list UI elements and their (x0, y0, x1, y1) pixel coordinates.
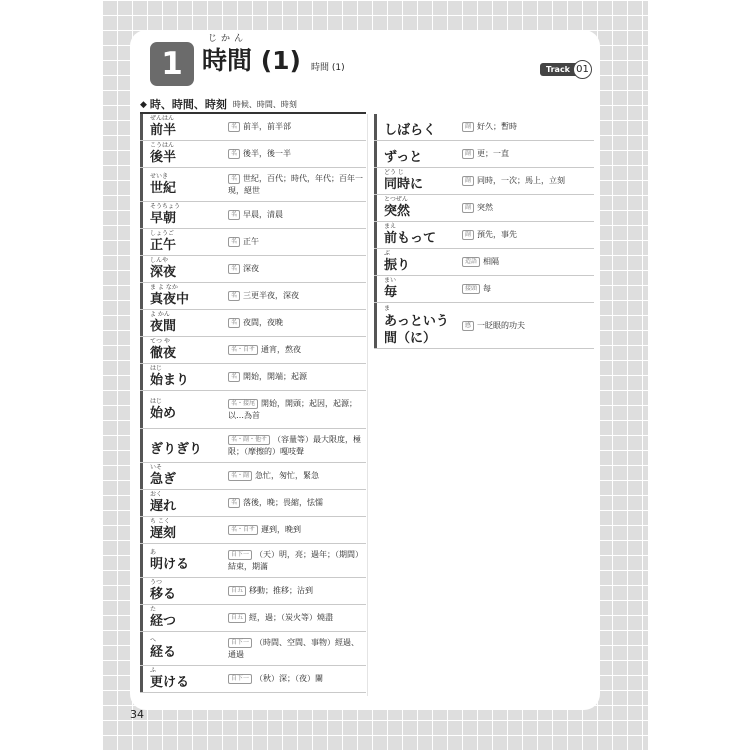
vocab-word: しばらく (384, 123, 437, 138)
part-of-speech-tag: 自五 (228, 613, 246, 623)
column-divider (367, 114, 368, 696)
part-of-speech-tag: 自下一 (228, 638, 252, 648)
right-vocabulary-column (374, 114, 594, 349)
word-reading: ぜんはん (150, 115, 175, 122)
vocab-definition: 開始，開端；起源 (243, 372, 308, 381)
word-reading: ふ (150, 667, 157, 674)
vocab-definition: 急忙，匆忙，緊急 (255, 471, 320, 480)
vocab-row (140, 391, 366, 429)
vocab-definition-cell (222, 283, 366, 309)
vocab-word: 前もって (384, 231, 437, 246)
word-reading: ま (384, 304, 391, 312)
vocab-row (140, 463, 366, 490)
vocab-word: 突然 (384, 204, 411, 219)
vocab-word-cell (140, 429, 222, 462)
word-reading: まえ (384, 223, 397, 230)
vocab-definition-cell (222, 202, 366, 228)
vocab-row (140, 632, 366, 666)
vocab-word-cell (140, 490, 222, 516)
vocab-definition: 每 (483, 284, 492, 293)
vocab-word-cell (140, 337, 222, 363)
vocab-definition-cell (222, 463, 366, 489)
vocab-definition: 遲到，晚到 (261, 525, 302, 534)
vocab-row (140, 490, 366, 517)
vocab-definition: 同時，一次；馬上，立刻 (477, 176, 566, 185)
word-reading: いそ (150, 464, 163, 471)
vocab-word: 世紀 (150, 180, 177, 196)
word-reading (384, 115, 456, 123)
section-header (140, 92, 366, 114)
vocab-word-cell (374, 249, 456, 275)
vocab-word: ずっと (384, 150, 423, 165)
part-of-speech-tag: 名・自サ (228, 525, 258, 535)
part-of-speech-tag: 副 (462, 203, 474, 213)
part-of-speech-tag: 副 (462, 149, 474, 159)
word-reading: た (150, 606, 157, 613)
word-reading: どう じ (384, 169, 404, 176)
vocab-word-cell (374, 114, 456, 140)
vocab-word-cell (140, 605, 222, 631)
vocab-definition: 突然 (477, 203, 494, 212)
vocab-definition-cell (222, 429, 366, 462)
vocab-row (140, 364, 366, 391)
word-reading: しょうご (150, 230, 175, 237)
word-reading: ぶ (384, 250, 391, 257)
vocab-word-cell (140, 229, 222, 255)
vocab-row (374, 195, 594, 222)
vocab-definition-cell (222, 490, 366, 516)
part-of-speech-tag: 名・自サ (228, 345, 258, 355)
vocab-definition-cell (222, 517, 366, 543)
vocab-definition-cell (222, 605, 366, 631)
vocab-row (140, 310, 366, 337)
word-reading: うつ (150, 579, 163, 586)
part-of-speech-tag: 自下一 (228, 550, 252, 560)
vocab-definition: 開始，開頭；起因，起源；以…為首 (228, 398, 358, 420)
vocab-definition: 後半，後一半 (243, 149, 292, 158)
audio-track-badge[interactable] (540, 60, 592, 78)
word-reading: こうはん (150, 142, 175, 149)
vocab-definition-cell (222, 364, 366, 390)
part-of-speech-tag: 自五 (228, 586, 246, 596)
word-reading: あ (150, 548, 157, 556)
vocab-word-cell (140, 544, 222, 577)
vocab-definition-cell (222, 578, 366, 604)
part-of-speech-tag: 副 (462, 230, 474, 240)
vocab-word-cell (374, 195, 456, 221)
vocab-word: ぎりぎり (150, 441, 203, 457)
vocab-word: 毎 (384, 285, 398, 300)
part-of-speech-tag: 副 (462, 122, 474, 132)
vocab-word: 始め (150, 405, 177, 421)
part-of-speech-tag: 名 (228, 237, 240, 247)
vocab-definition-cell (456, 276, 594, 302)
vocab-word-cell (140, 517, 222, 543)
vocab-word: 更ける (150, 675, 190, 690)
vocab-word-cell (140, 632, 222, 665)
vocab-row (140, 141, 366, 168)
vocab-definition-cell (222, 114, 366, 140)
section-title: 時、時間、時刻 (149, 98, 227, 111)
vocab-word-cell (374, 222, 456, 248)
vocab-row (374, 114, 594, 141)
part-of-speech-tag: 名・副・他サ (228, 435, 270, 445)
part-of-speech-tag: 名 (228, 318, 240, 328)
vocab-definition: 落後，晚；畏縮，怯懦 (243, 498, 324, 507)
vocab-definition: 世紀，百代；時代，年代；百年一現，絕世 (228, 173, 364, 195)
track-label: Track (540, 63, 578, 76)
vocab-row (140, 517, 366, 544)
vocab-definition: （天）明，亮；過年；（期間）結束，期滿 (228, 549, 364, 571)
vocab-row (140, 256, 366, 283)
part-of-speech-tag: 名 (228, 122, 240, 132)
vocab-definition-cell (222, 310, 366, 336)
vocab-definition: （秋）深；（夜）闌 (255, 674, 324, 683)
page-number: 34 (130, 708, 144, 721)
word-reading: おく (150, 491, 163, 498)
vocab-definition: 預先，事先 (477, 230, 518, 239)
vocab-word-cell (140, 463, 222, 489)
word-reading: よ かん (150, 311, 170, 318)
word-reading: そうちょう (150, 203, 181, 210)
vocab-word: 前半 (150, 123, 177, 138)
vocab-row (140, 666, 366, 693)
part-of-speech-tag: 造語 (462, 257, 480, 267)
word-reading: まい (384, 277, 397, 284)
part-of-speech-tag: 名 (228, 291, 240, 301)
vocab-definition-cell (222, 256, 366, 282)
vocab-word: 始まり (150, 373, 190, 388)
vocab-word: 経る (150, 644, 177, 660)
vocab-word: 明ける (150, 556, 190, 572)
vocab-word-cell (374, 276, 456, 302)
part-of-speech-tag: 名・副 (228, 471, 252, 481)
vocab-definition-cell (456, 114, 594, 140)
part-of-speech-tag: 感 (462, 321, 474, 331)
vocab-definition-cell (456, 222, 594, 248)
vocab-word: 遅れ (150, 499, 177, 514)
vocab-definition-cell (456, 168, 594, 194)
vocab-word: 振り (384, 258, 411, 273)
vocab-row (140, 202, 366, 229)
vocab-word-cell (140, 310, 222, 336)
page-subtitle: 時間 (1) (311, 63, 345, 73)
vocab-definition: 相隔 (483, 257, 500, 266)
vocab-row (140, 168, 366, 202)
word-reading: てつ や (150, 338, 170, 345)
vocab-word-cell (140, 114, 222, 140)
vocab-word-cell (374, 168, 456, 194)
vocab-row (374, 141, 594, 168)
vocab-definition-cell (222, 337, 366, 363)
vocab-word-cell (140, 578, 222, 604)
word-reading (384, 142, 456, 150)
vocab-definition: 三更半夜，深夜 (243, 291, 300, 300)
word-reading: はじ (150, 397, 163, 405)
part-of-speech-tag: 名 (228, 174, 240, 184)
vocab-definition: 通宵，熬夜 (261, 345, 302, 354)
word-reading: ち こく (150, 518, 170, 525)
section-subtitle: 時候、時間、時刻 (232, 100, 297, 109)
part-of-speech-tag: 名 (228, 210, 240, 220)
part-of-speech-tag: 名 (228, 498, 240, 508)
vocab-definition: 更；一直 (477, 149, 510, 158)
vocab-word: 深夜 (150, 265, 177, 280)
part-of-speech-tag: 名 (228, 372, 240, 382)
vocab-definition-cell (222, 391, 366, 428)
vocab-row (374, 276, 594, 303)
word-reading: しんや (150, 257, 169, 264)
vocab-definition: 好久；暫時 (477, 122, 518, 131)
vocab-word-cell (140, 391, 222, 428)
vocab-definition: （容量等）最大限度，極限；（摩擦的）嘎吱聲 (228, 434, 362, 456)
part-of-speech-tag: 名 (228, 264, 240, 274)
vocab-definition: （時間、空間、事物）經過、通過 (228, 637, 360, 659)
vocab-definition: 深夜 (243, 264, 260, 273)
vocab-definition: 移動；推移；沾到 (249, 586, 314, 595)
left-vocabulary-column (140, 114, 366, 693)
word-reading: へ (150, 636, 157, 644)
vocab-row (374, 303, 594, 349)
vocab-word-cell (374, 303, 456, 348)
vocab-word-cell (140, 202, 222, 228)
vocab-row (140, 114, 366, 141)
word-reading: ま よ なか (150, 284, 178, 291)
vocab-definition-cell (456, 195, 594, 221)
vocab-word-cell (140, 666, 222, 692)
vocab-definition-cell (222, 229, 366, 255)
vocab-word-cell (374, 141, 456, 167)
vocab-word: 真夜中 (150, 292, 190, 307)
track-number: 01 (573, 60, 592, 79)
vocab-row (140, 429, 366, 463)
vocab-word: 急ぎ (150, 472, 177, 487)
vocab-word-cell (140, 141, 222, 167)
part-of-speech-tag: 自下一 (228, 674, 252, 684)
word-reading: せいき (150, 172, 169, 180)
part-of-speech-tag: 名 (228, 149, 240, 159)
word-reading: とつぜん (384, 196, 408, 203)
vocab-definition-cell (222, 544, 366, 577)
vocab-word: 正午 (150, 238, 177, 253)
vocab-definition: 經，過；（炭火等）燒盡 (249, 613, 334, 622)
vocab-definition: 正午 (243, 237, 260, 246)
word-reading (150, 434, 222, 442)
vocab-definition: 早晨，清晨 (243, 210, 284, 219)
vocab-definition-cell (222, 666, 366, 692)
vocab-word: 夜間 (150, 319, 177, 334)
vocab-row (140, 337, 366, 364)
part-of-speech-tag: 名・接尾 (228, 399, 258, 409)
vocab-word: 経つ (150, 614, 177, 629)
vocab-definition-cell (222, 632, 366, 665)
vocab-word: 早朝 (150, 211, 177, 226)
vocab-word-cell (140, 168, 222, 201)
diamond-icon: ◆ (140, 100, 147, 110)
vocab-definition: 前半，前半部 (243, 122, 292, 131)
vocab-row (140, 229, 366, 256)
part-of-speech-tag: 副 (462, 176, 474, 186)
vocab-word: 同時に (384, 177, 424, 192)
vocab-definition-cell (456, 249, 594, 275)
vocab-row (140, 544, 366, 578)
vocab-row (374, 168, 594, 195)
vocab-row (140, 578, 366, 605)
vocab-row (374, 249, 594, 276)
vocab-word: 遅刻 (150, 526, 177, 541)
lesson-number-badge: 1 (150, 42, 194, 86)
vocab-word: あっという間（に） (384, 313, 449, 346)
title-ruby: じかん (208, 34, 248, 44)
vocab-word: 後半 (150, 150, 177, 165)
vocab-definition: 一眨眼的功夫 (477, 320, 526, 330)
vocab-definition-cell (222, 141, 366, 167)
vocabulary-page-card (130, 30, 600, 710)
vocab-word: 移る (150, 587, 177, 602)
page-title: 時間 (1) (202, 46, 301, 75)
page-title-block (202, 34, 345, 77)
word-reading: はじ (150, 365, 163, 372)
vocab-row (374, 222, 594, 249)
vocab-definition-cell (456, 303, 594, 348)
vocab-row (140, 283, 366, 310)
vocab-definition: 夜間，夜晚 (243, 318, 284, 327)
vocab-word-cell (140, 256, 222, 282)
vocab-definition-cell (222, 168, 366, 201)
vocab-definition-cell (456, 141, 594, 167)
vocab-row (140, 605, 366, 632)
vocab-word-cell (140, 364, 222, 390)
vocab-word: 徹夜 (150, 346, 177, 361)
vocab-word-cell (140, 283, 222, 309)
part-of-speech-tag: 接頭 (462, 284, 480, 294)
